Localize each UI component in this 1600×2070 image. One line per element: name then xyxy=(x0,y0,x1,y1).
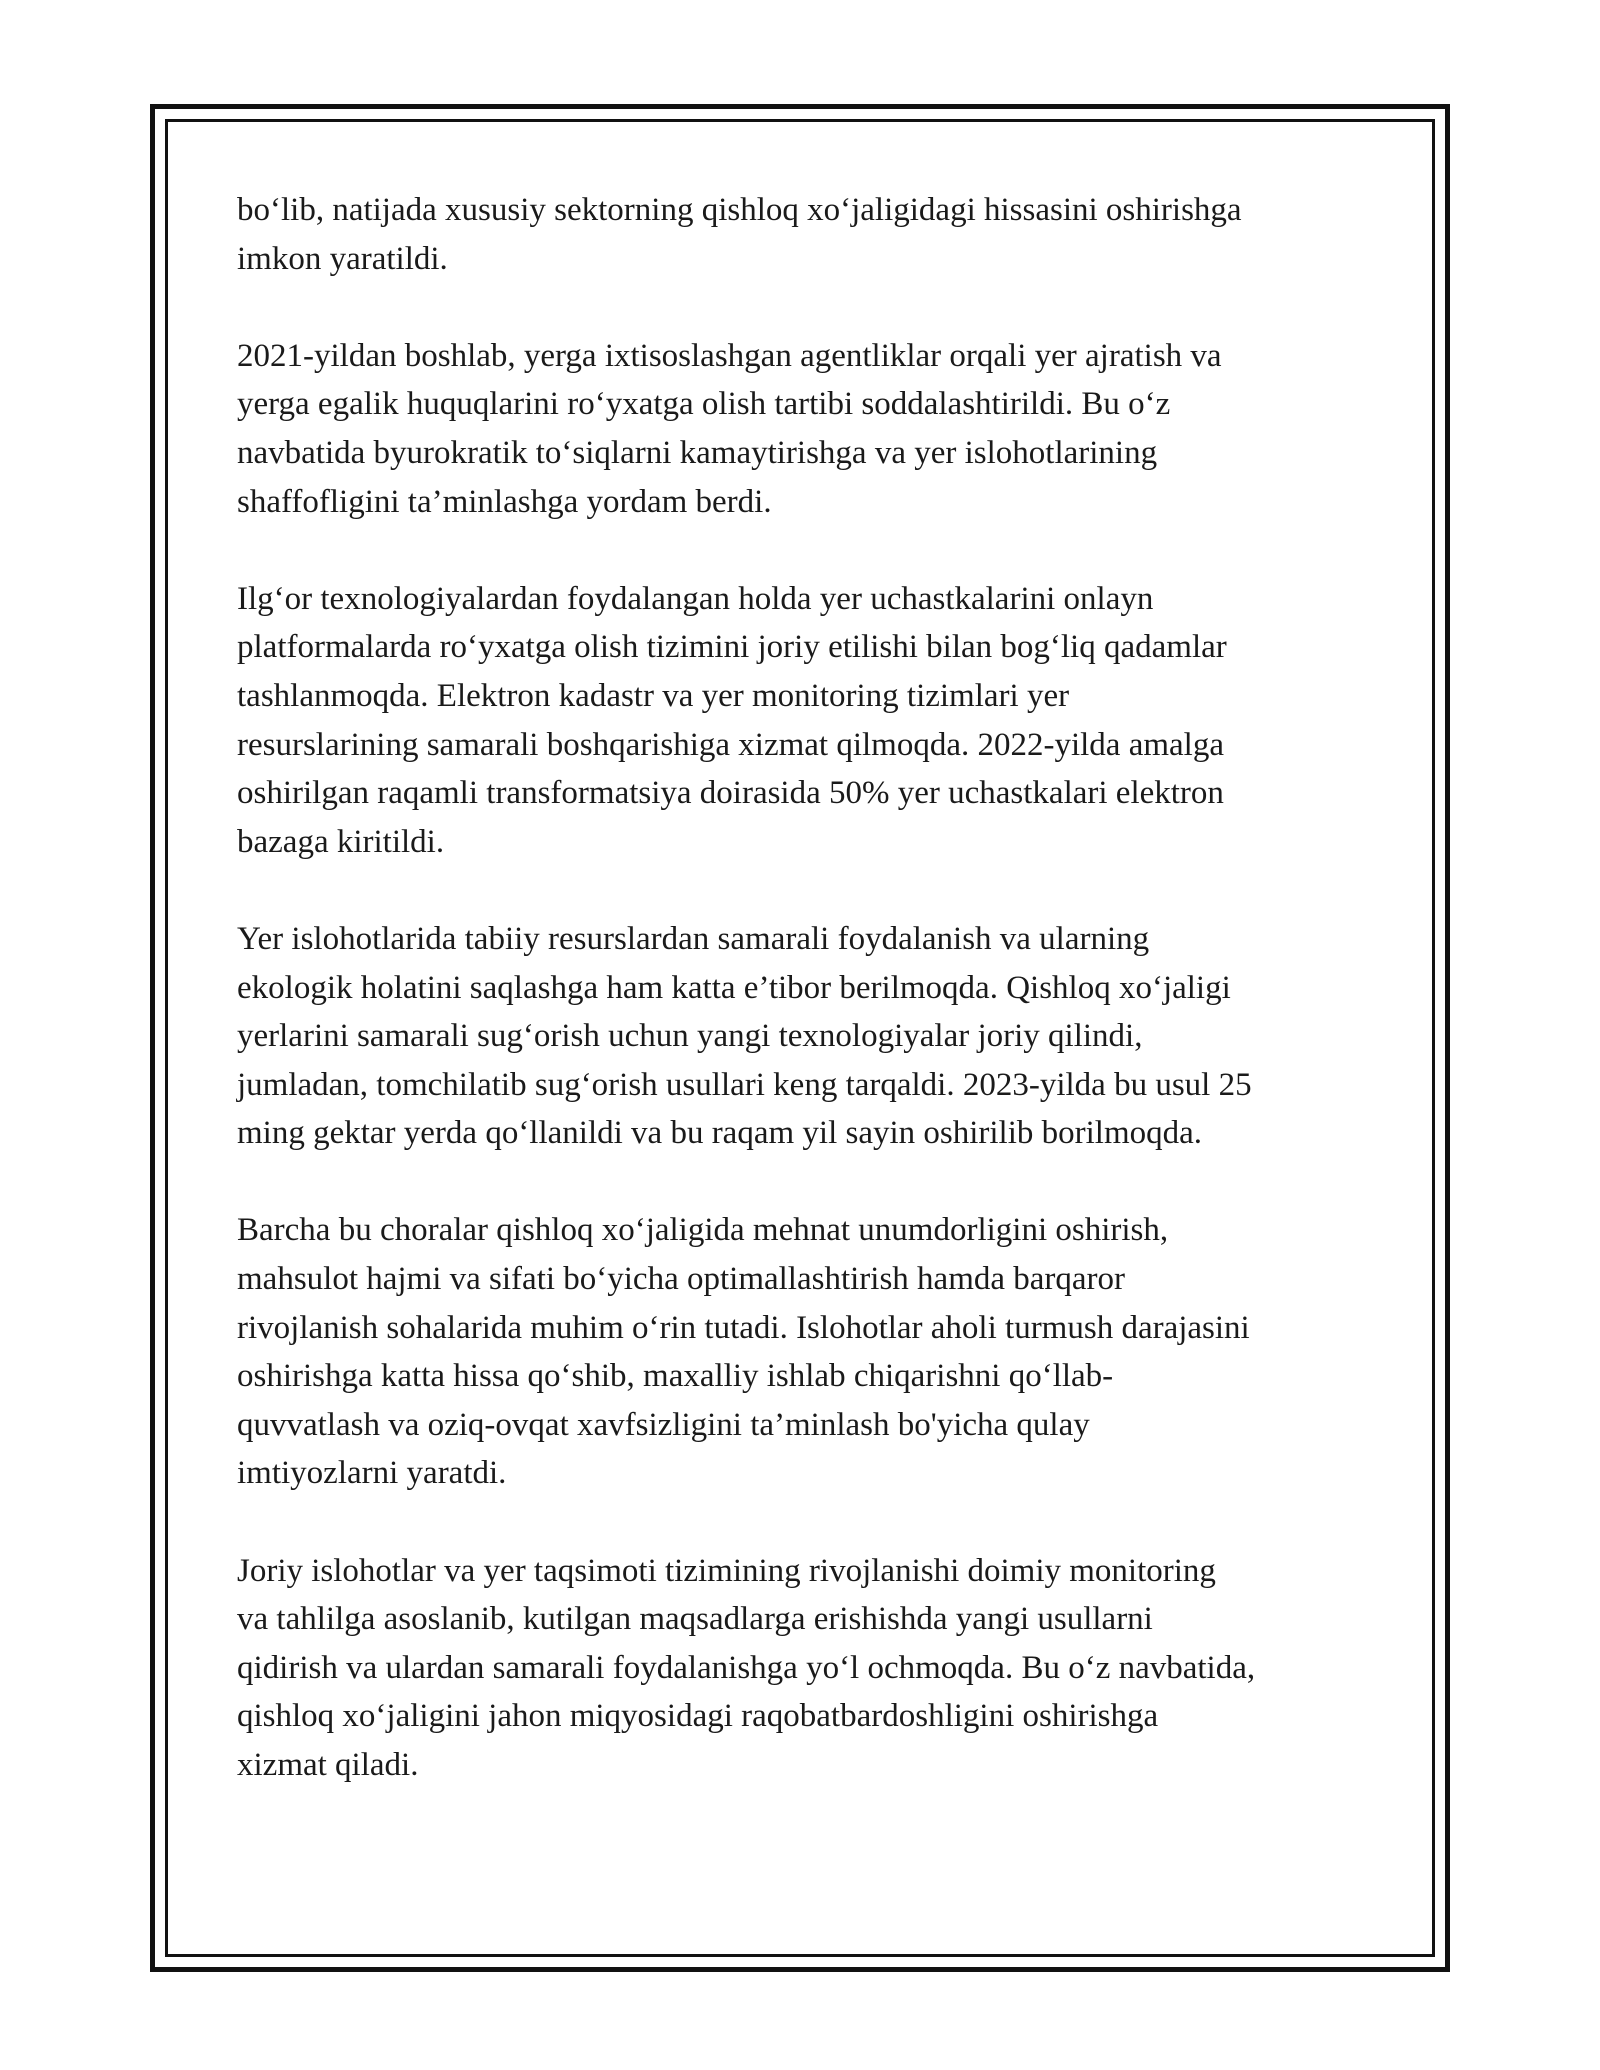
paragraph: Joriy islohotlar va yer taqsimoti tizimining rivojlanishi doimiy monitoring va tahlilga asoslanib, kutilgan maqsadlarga erishishda yangi usullarni qidirish va ulardan samarali foydalanishga yo‘l ochmoqda. Bu o‘z navbatida, qishloq xo‘jaligini jahon miqyosidagi raqobatbardoshligini oshirishga xizmat qiladi. xyxy=(237,1552,1256,1783)
paragraph: Ilg‘or texnologiyalardan foydalangan holda yer uchastkalarini onlayn platformalarda ro‘yxatga olish tizimini joriy etilishi bilan bog‘liq qadamlar tashlanmoqda. Elektron kadastr va yer monitoring tizimlari yer resurslarining samarali boshqarishiga xizmat qilmoqda. 2022-yilda amalga oshirilgan raqamli transformatsiya doirasida 50% yer uchastkalari elektron bazaga kiritildi. xyxy=(237,580,1227,860)
document-body xyxy=(237,186,1377,1838)
paragraph: Yer islohotlarida tabiiy resurslardan samarali foydalanish va ularning ekologik holatini saqlashga ham katta e’tibor berilmoqda. Qishloq xo‘jaligi yerlarini samarali sug‘orish uchun yangi texnologiyalar joriy qilindi, jumladan, tomchilatib sug‘orish usullari keng tarqaldi. 2023-yilda bu usul 25 ming gektar yerda qo‘llanildi va bu raqam yil sayin oshirilib borilmoqda. xyxy=(237,920,1252,1152)
paragraph: Barcha bu choralar qishloq xo‘jaligida mehnat unumdorligini oshirish, mahsulot hajmi va sifati bo‘yicha optimallashtirish hamda barqaror rivojlanish sohalarida muhim o‘rin tutadi. Islohotlar aholi turmush darajasini oshirishga katta hissa qo‘shib, maxalliy ishlab chiqarishni qo‘llab- quvvatlash va oziq-ovqat xavfsizligini ta’minlash bo'yicha qulay imtiyozlarni yaratdi. xyxy=(237,1212,1250,1492)
paragraph: bo‘lib, natijada xususiy sektorning qishloq xo‘jaligidagi hissasini oshirishga imkon yaratildi. xyxy=(237,192,1242,277)
paragraph: 2021-yildan boshlab, yerga ixtisoslashgan agentliklar orqali yer ajratish va yerga egalik huquqlarini ro‘yxatga olish tartibi soddalashtirildi. Bu o‘z navbatida byurokratik to‘siqlarni kamaytirishga va yer islohotlarining shaffofligini ta’minlashga yordam berdi. xyxy=(237,337,1222,520)
